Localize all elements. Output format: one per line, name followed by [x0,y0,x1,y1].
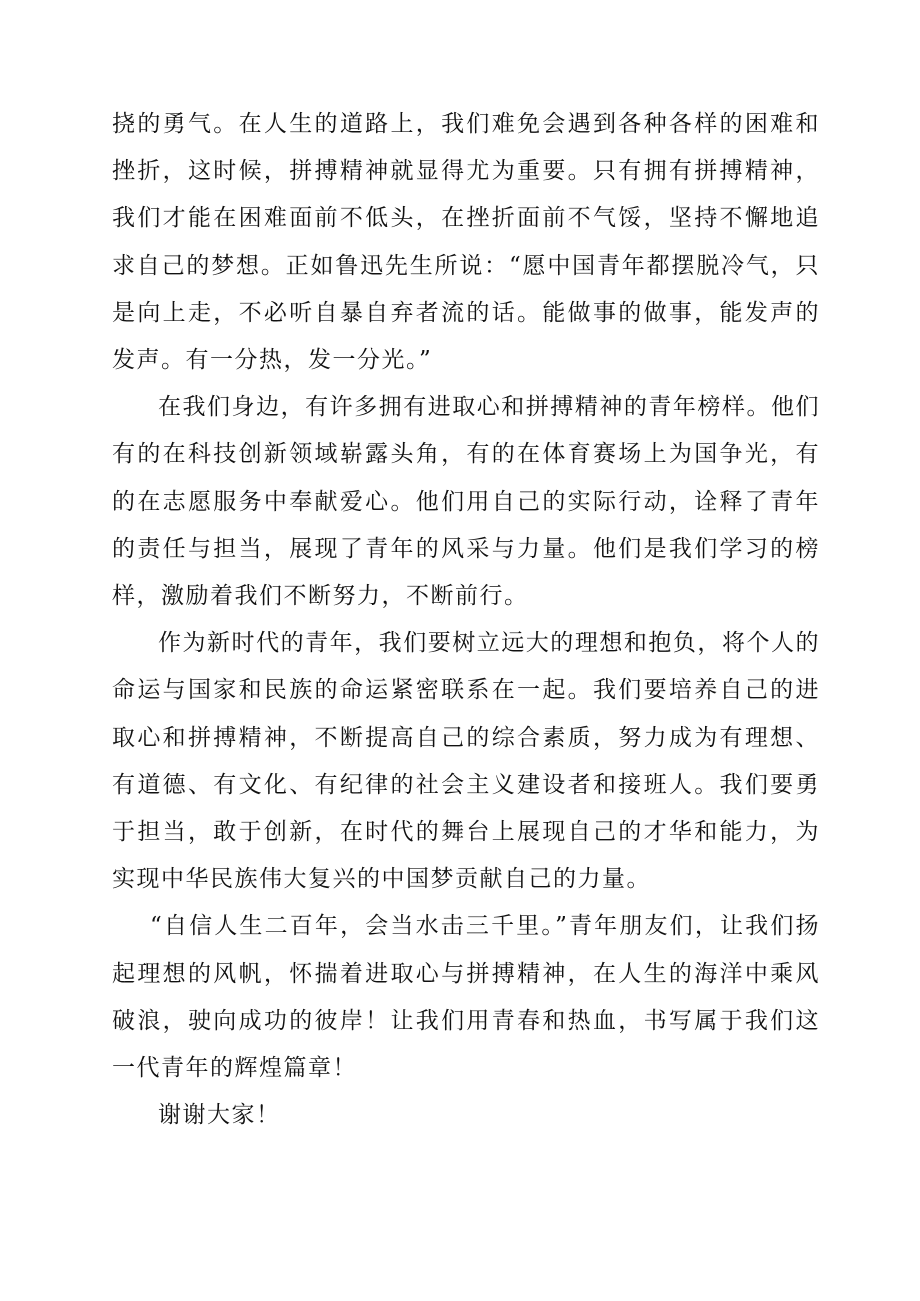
paragraph-youth-role-models: 在我们身边，有许多拥有进取心和拼搏精神的青年榜样。他们有的在科技创新领域崭露头角，有的在体育赛场上为国争光，有的在志愿服务中奉献爱心。他们用自己的实际行动，诠释了青年的责任与担当，展现了青年的风采与力量。他们是我们学习的榜样，激励着我们不断努力，不断前行。 [112,394,820,610]
paragraph-continuation: 挠的勇气。在人生的道路上，我们难免会遇到各种各样的困难和挫折，这时候，拼搏精神就显得尤为重要。只有拥有拼搏精神，我们才能在困难面前不低头，在挫折面前不气馁，坚持不懈地追求自己的梦想。正如鲁迅先生所说：“愿中国青年都摆脱冷气，只是向上走，不必听自暴自弃者流的话。能做事的做事，能发声的发声。有一分热，发一分光。” [112,111,820,374]
paragraph-closing-quote: “自信人生二百年，会当水击三千里。”青年朋友们，让我们扬起理想的风帆，怀揣着进取心与拼搏精神，在人生的海洋中乘风破浪，驶向成功的彼岸！让我们用青春和热血，书写属于我们这一代青年的辉煌篇章！ [112,913,820,1082]
paragraph-new-era-youth: 作为新时代的青年，我们要树立远大的理想和抱负，将个人的命运与国家和民族的命运紧密联系在一起。我们要培养自己的进取心和拼搏精神，不断提高自己的综合素质，努力成为有理想、有道德、有文化、有纪律的社会主义建设者和接班人。我们要勇于担当，敢于创新，在时代的舞台上展现自己的才华和能力，为实现中华民族伟大复兴的中国梦贡献自己的力量。 [112,630,820,893]
paragraph-thanks: 谢谢大家！ [158,1102,281,1129]
